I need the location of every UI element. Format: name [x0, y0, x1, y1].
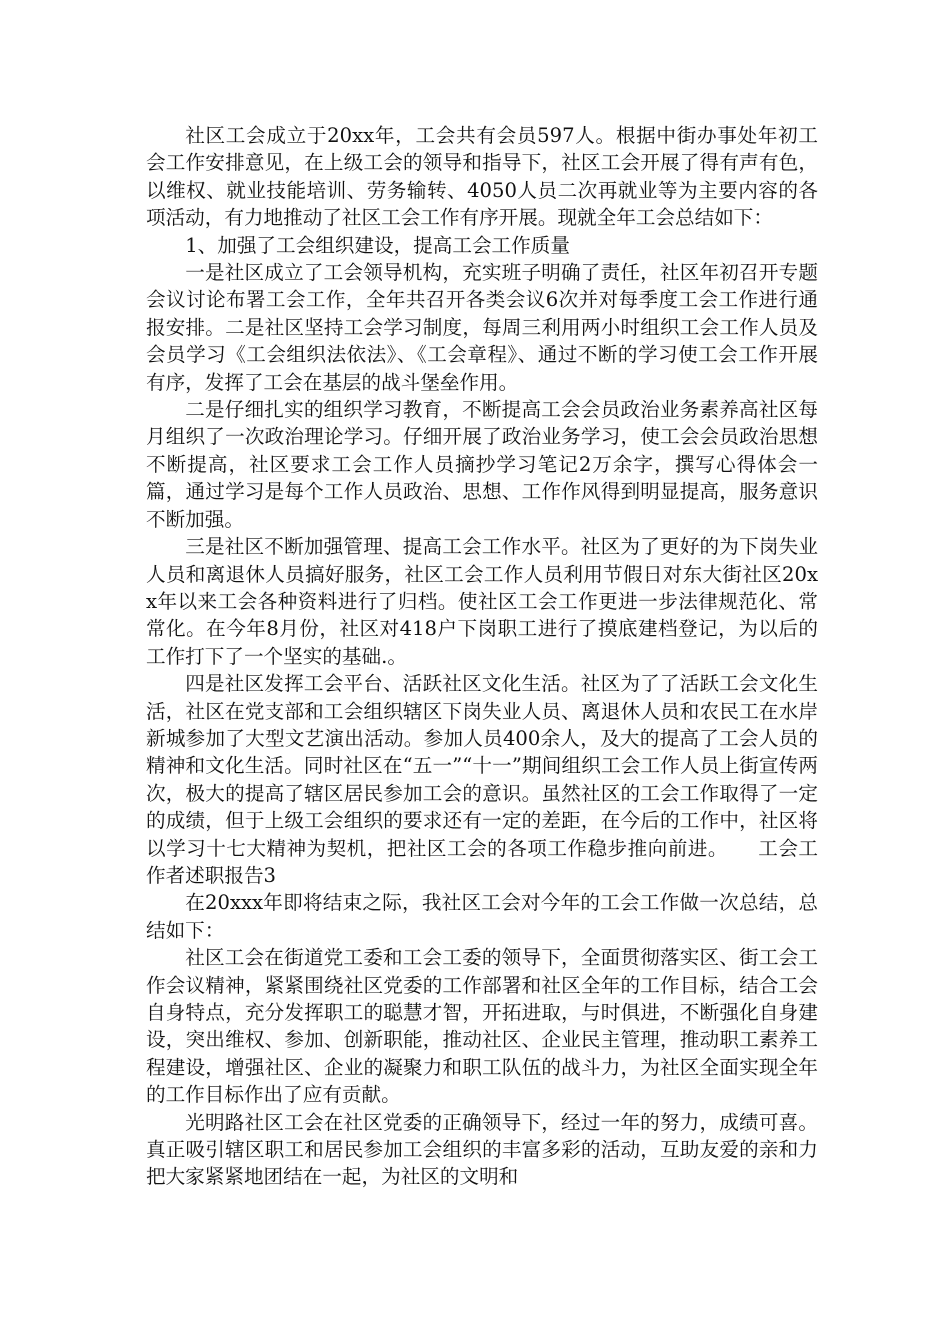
paragraph-5: 在20xxx年即将结束之际，我社区工会对今年的工会工作做一次总结，总结如下：	[146, 891, 818, 942]
paragraph-6: 社区工会在街道党工委和工会工委的领导下，全面贯彻落实区、街工会工作会议精神，紧紧围绕社区党委的工作部署和社区全年的工作目标，结合工会自身特点，充分发挥职工的聪慧才智，开拓进取，与时俱进，不断强化自身建设，突出维权、参加、创新职能，推动社区、企业民主管理，推动职工素养工程建设，增强社区、企业的凝聚力和职工队伍的战斗力，为社区全面实现全年的工作目标作出了应有贡献。	[146, 946, 818, 1107]
paragraph-7: 光明路社区工会在社区党委的正确领导下，经过一年的努力，成绩可喜。真正吸引辖区职工和居民参加工会组织的丰富多彩的活动，互助友爱的亲和力把大家紧紧地团结在一起，为社区的文明和	[146, 1110, 818, 1189]
document-body	[146, 122, 818, 1191]
paragraph-1: 一是社区成立了工会领导机构，充实班子明确了责任，社区年初召开专题会议讨论布署工会工作，全年共召开各类会议6次并对每季度工会工作进行通报安排。二是社区坚持工会学习制度，每周三利用两小时组织工会工作人员及会员学习《工会组织法依法》、《工会章程》、通过不断的学习使工会工作开展有序，发挥了工会在基层的战斗堡垒作用。	[146, 261, 818, 394]
paragraph-2: 二是仔细扎实的组织学习教育，不断提高工会会员政治业务素养高社区每月组织了一次政治理论学习。仔细开展了政治业务学习，使工会会员政治思想不断提高，社区要求工会工作人员摘抄学习笔记2万余字，撰写心得体会一篇，通过学习是每个工作人员政治、思想、工作作风得到明显提高，服务意识不断加强。	[146, 398, 818, 531]
paragraph-3: 三是社区不断加强管理、提高工会工作水平。社区为了更好的为下岗失业人员和离退休人员搞好服务，社区工会工作人员利用节假日对东大街社区20xx年以来工会各种资料进行了归档。使社区工会工作更进一步法律规范化、常常化。在今年8月份，社区对418户下岗职工进行了摸底建档登记，为以后的工作打下了一个坚实的基础.。	[146, 535, 818, 668]
paragraph-intro: 社区工会成立于20xx年，工会共有会员597人。根据中街办事处年初工会工作安排意见，在上级工会的领导和指导下，社区工会开展了得有声有色，以维权、就业技能培训、劳务输转、4050人员二次再就业等为主要内容的各项活动，有力地推动了社区工会工作有序开展。现就全年工会总结如下：	[146, 124, 818, 230]
paragraph-4: 四是社区发挥工会平台、活跃社区文化生活。社区为了了活跃工会文化生活，社区在党支部和工会组织辖区下岗失业人员、离退休人员和农民工在水岸新城参加了大型文艺演出活动。参加人员400余人，及大的提高了工会人员的精神和文化生活。同时社区在“五一”“十一”期间组织工会工作人员上街宣传两次，极大的提高了辖区居民参加工会的意识。虽然社区的工会工作取得了一定的成绩，但于上级工会组织的要求还有一定的差距，在今后的工作中，社区将以学习十七大精神为契机，把社区工会的各项工作稳步推向前进。 工会工作者述职报告3	[146, 672, 818, 887]
section-heading: 1、加强了工会组织建设，提高工会工作质量	[185, 233, 570, 257]
